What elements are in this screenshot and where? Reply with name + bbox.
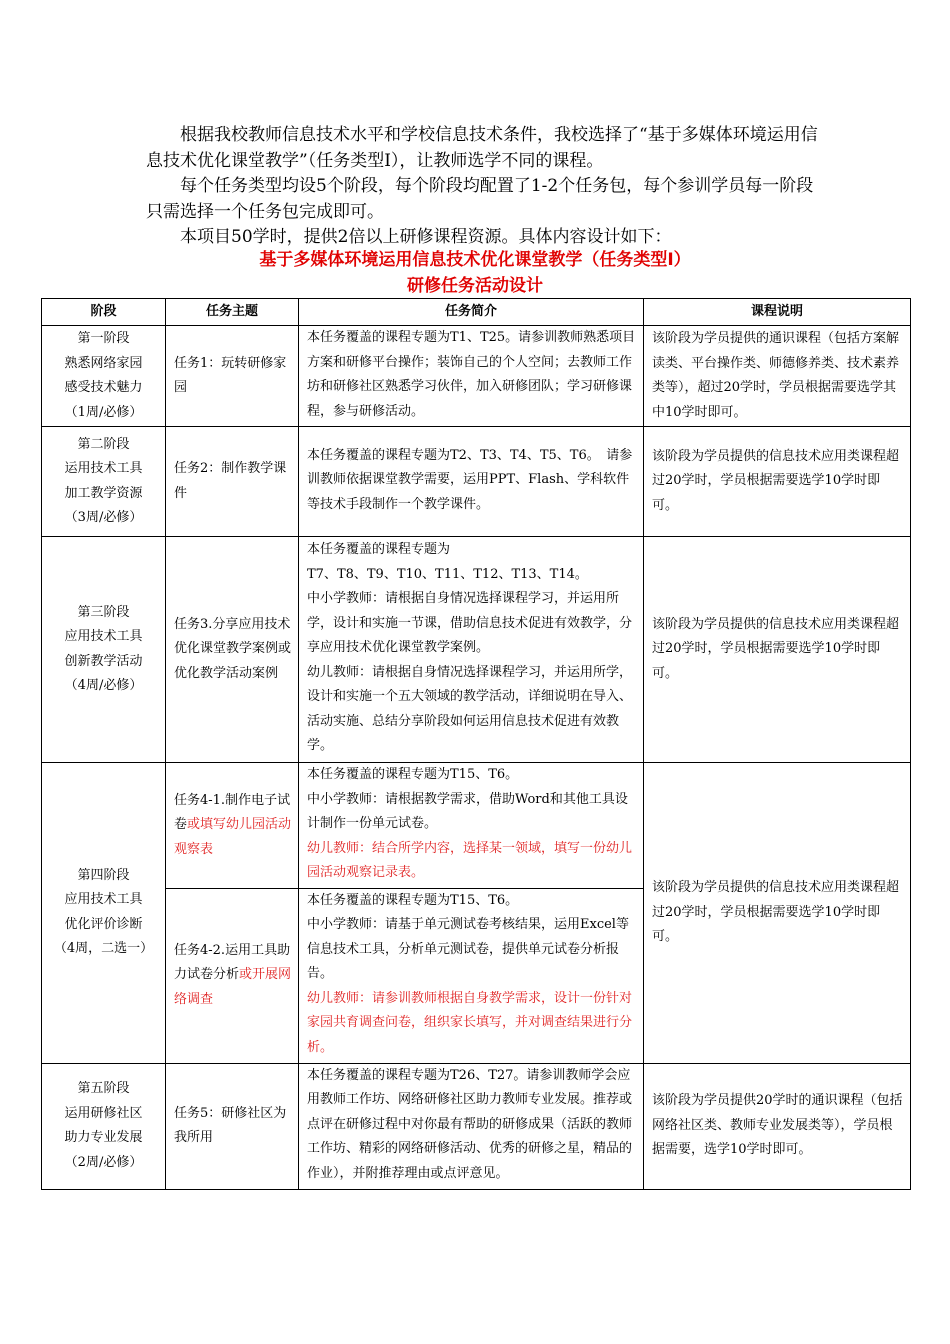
topic-cell (166, 888, 299, 1063)
table-title: 基于多媒体环境运用信息技术优化课堂教学（任务类型Ⅰ） (259, 250, 691, 270)
description-cell (299, 888, 644, 1063)
stage-goal: 运用研修社区 (64, 1105, 143, 1121)
intro-text (146, 123, 826, 251)
description-cell: 本任务覆盖的课程专题为T2、T3、T4、T5、T6。 请参训教师依据课堂教学需要，运用PPT、Flash、学科软件等技术手段制作一个教学课件。 (299, 427, 644, 537)
stage-duration: （2周/必修） (64, 1154, 143, 1170)
stage-name: 第二阶段 (77, 436, 130, 452)
table-subtitle: 研修任务活动设计 (407, 276, 543, 296)
table-row (42, 537, 911, 763)
description-text: 本任务覆盖的课程专题为 (307, 542, 451, 558)
stage-name: 第四阶段 (77, 867, 130, 883)
stage-goal: 应用技术工具 (64, 629, 143, 644)
description-cell: 本任务覆盖的课程专题为T1、T25。请参训教师熟悉项目方案和研修平台操作；装饰自己的个人空间；去教师工作坊和研修社区熟悉学习伙伴，加入研修团队；学习研修课程，参与研修活动。 (299, 326, 644, 427)
stage-duration: （3周/必修） (64, 510, 143, 525)
stage-cell (42, 763, 166, 1064)
topic-text: 任务4-2.运用工具助力试卷分析 (174, 942, 291, 983)
course-note-cell: 该阶段为学员提供的信息技术应用类课程超过20学时，学员根据需要选学10学时即可。 (644, 763, 911, 1064)
topic-text-highlight: 或填写幼儿园活动观察表 (174, 817, 292, 857)
stage-goal: 优化评价诊断 (64, 916, 143, 932)
topic-text: 任务4-1.制作电子试卷 (174, 792, 291, 832)
description-text-highlight: 幼儿教师：请参训教师根据自身教学需求，设计一份针对家园共育调查问卷，组织家长填写，并对调查结果进行分析。 (307, 990, 633, 1055)
stage-goal: 助力专业发展 (64, 1130, 143, 1145)
stage-name: 第五阶段 (77, 1081, 130, 1096)
stage-goal: 应用技术工具 (64, 892, 143, 908)
stage-duration: （1周/必修） (64, 404, 143, 420)
description-text: 中小学教师：请根据自身情况选择课程学习，并运用所学，设计和实施一节课，借助信息技术促进有效教学，分享应用技术优化课堂教学案例。 (307, 591, 633, 656)
description-text-highlight: 幼儿教师：结合所学内容，选择某一领域，填写一份幼儿园活动观察记录表。 (307, 840, 633, 880)
table-row (42, 763, 911, 889)
task-design-table (41, 298, 911, 1190)
stage-goal: 感受技术魅力 (64, 380, 143, 395)
stage-goal: 熟悉网络家园 (64, 355, 143, 371)
table-row (42, 427, 911, 537)
topic-cell: 任务2：制作教学课件 (166, 427, 299, 537)
header-stage: 阶段 (42, 299, 166, 326)
intro-paragraph-1: 根据我校教师信息技术水平和学校信息技术条件，我校选择了“基于多媒体环境运用信息技术优化课堂教学”（任务类型Ⅰ），让教师选学不同的课程。 (146, 125, 818, 171)
topic-cell: 任务1：玩转研修家园 (166, 326, 299, 427)
stage-name: 第三阶段 (77, 604, 130, 620)
stage-cell (42, 326, 166, 427)
course-note-cell: 该阶段为学员提供的信息技术应用类课程超过20学时，学员根据需要选学10学时即可。 (644, 537, 911, 763)
course-note-cell: 该阶段为学员提供的通识课程（包括方案解读类、平台操作类、师德修养类、技术素养类等），超过20学时，学员根据需要选学其中10学时即可。 (644, 326, 911, 427)
stage-goal: 创新教学活动 (64, 653, 143, 669)
stage-cell (42, 537, 166, 763)
description-text: 中小学教师：请根据教学需求，借助Word和其他工具设计制作一份单元试卷。 (307, 791, 628, 831)
description-text: 本任务覆盖的课程专题为T15、T6。 (307, 892, 519, 908)
course-note-cell: 该阶段为学员提供的信息技术应用类课程超过20学时，学员根据需要选学10学时即可。 (644, 427, 911, 537)
topic-text-highlight: 或开展网络调查 (174, 967, 292, 1007)
stage-cell (42, 1063, 166, 1189)
description-cell: 本任务覆盖的课程专题为T26、T27。请参训教师学会应用教师工作坊、网络研修社区助力教师专业发展。推荐或点评在研修过程中对你最有帮助的研修成果（活跃的教师工作坊、精彩的网络研修活动、优秀的研修之星，精品的作业），并附推荐理由或点评意见。 (299, 1063, 644, 1189)
description-text: 本任务覆盖的课程专题为T15、T6。 (307, 767, 519, 782)
header-course-note: 课程说明 (644, 299, 911, 326)
stage-cell (42, 427, 166, 537)
description-text: T7、T8、T9、T10、T11、T12、T13、T14。 (307, 566, 588, 582)
description-cell (299, 537, 644, 763)
description-cell (299, 763, 644, 889)
description-text: 中小学教师：请基于单元测试卷考核结果，运用Excel等信息技术工具，分析单元测试卷，提供单元试卷分析报告。 (307, 917, 629, 982)
intro-paragraph-3: 本项目50学时，提供2倍以上研修课程资源。具体内容设计如下： (180, 227, 672, 247)
topic-cell (166, 763, 299, 889)
header-topic: 任务主题 (166, 299, 299, 326)
table-header-row (42, 299, 911, 326)
stage-name: 第一阶段 (77, 331, 130, 346)
topic-cell: 任务5：研修社区为我所用 (166, 1063, 299, 1189)
stage-goal: 运用技术工具 (64, 461, 143, 476)
header-description: 任务简介 (299, 299, 644, 326)
stage-goal: 加工教学资源 (64, 485, 143, 501)
intro-paragraph-2: 每个任务类型均设5个阶段，每个阶段均配置了1-2个任务包，每个参训学员每一阶段只需选择一个任务包完成即可。 (146, 176, 814, 222)
stage-duration: （4周/必修） (64, 678, 143, 693)
topic-cell: 任务3.分享应用技术优化课堂教学案例或优化教学活动案例 (166, 537, 299, 763)
table-row (42, 326, 911, 427)
description-text: 幼儿教师：请根据自身情况选择课程学习，并运用所学，设计和实施一个五大领域的教学活动，详细说明在导入、活动实施、总结分享阶段如何运用信息技术促进有效教学。 (307, 664, 633, 754)
course-note-cell: 该阶段为学员提供20学时的通识课程（包括网络社区类、教师专业发展类等），学员根据需要，选学10学时即可。 (644, 1063, 911, 1189)
stage-duration: （4周，二选一） (53, 941, 154, 957)
table-row (42, 1063, 911, 1189)
